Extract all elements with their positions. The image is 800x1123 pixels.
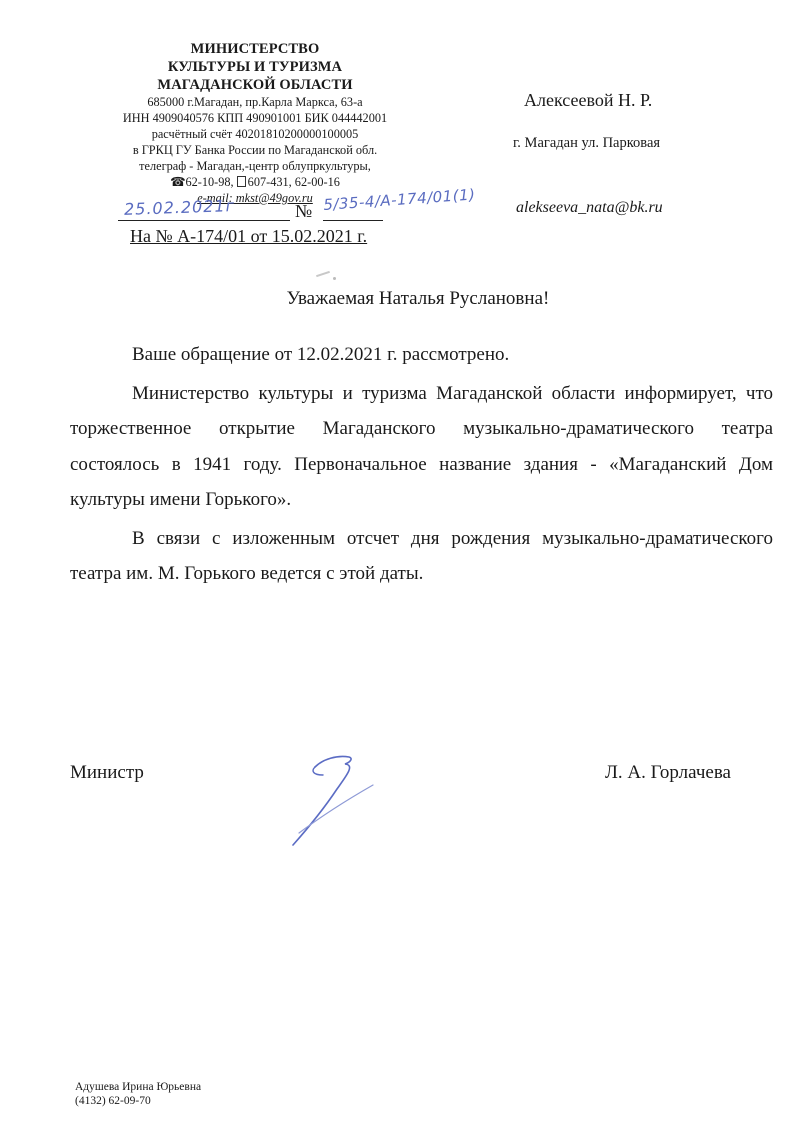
handwritten-signature: [275, 745, 385, 850]
letterhead-bank: в ГРКЦ ГУ Банка России по Магаданской обл.: [132, 143, 378, 157]
scan-artifact-dot: [333, 277, 336, 280]
registration-number-underline: [323, 220, 383, 221]
letterhead-title-line: МАГАДАНСКОЙ ОБЛАСТИ: [157, 77, 353, 93]
letter-body: [70, 337, 773, 595]
letterhead-tax-ids: ИНН 4909040576 КПП 490901001 БИК 044442001: [122, 111, 388, 125]
letterhead-account: расчётный счёт 40201810200000100005: [151, 127, 359, 141]
letterhead-email[interactable]: e-mail: mkst@49gov.ru: [197, 191, 313, 205]
executor-name: Адушева Ирина Юрьевна: [75, 1081, 202, 1093]
addressee-email[interactable]: alekseeva_nata@bk.ru: [516, 199, 663, 216]
signature-stroke: [313, 767, 323, 775]
letterhead-telegraph: телеграф - Магадан,-центр облупркультуры,: [139, 159, 371, 173]
letterhead-title-line: МИНИСТЕРСТВО: [190, 41, 320, 57]
scan-artifact-mark: [316, 271, 330, 277]
reply-reference: На № А-174/01 от 15.02.2021 г.: [130, 226, 368, 246]
body-paragraph: В связи с изложенным отсчет дня рождения музыкально-драматического театра им. М. Горького ведется с этой даты.: [70, 527, 773, 584]
body-paragraph: Министерство культуры и туризма Магаданской области информирует, что торжественное открытие Магаданского музыкально-драматического театра состоялось в 1941 году. Первоначальное название здания - «Магаданский Дом культуры имени Горького».: [70, 382, 773, 510]
body-paragraph: Ваше обращение от 12.02.2021 г. рассмотрено.: [132, 344, 510, 365]
registration-date-handwritten: 25.02.2021г: [123, 196, 236, 219]
executor-phone: (4132) 62-09-70: [75, 1095, 151, 1107]
letterhead-title-line: КУЛЬТУРЫ И ТУРИЗМА: [167, 59, 343, 75]
letterhead-phones: 62-10-98,: [185, 175, 234, 189]
signatory-name: Л. А. Горлачева: [605, 762, 731, 783]
letterhead-fax: 607-431, 62-00-16: [247, 175, 340, 189]
signatory-title: Министр: [70, 762, 144, 783]
letterhead: [100, 40, 410, 206]
addressee-name: Алексеевой Н. Р.: [524, 90, 653, 110]
registration-number-label: №: [295, 201, 313, 221]
registration-row: [118, 185, 498, 224]
fax-icon: [237, 176, 246, 187]
letterhead-address: 685000 г.Магадан, пр.Карла Маркса, 63-а: [147, 95, 363, 109]
addressee-address: г. Магадан ул. Парковая: [513, 135, 661, 151]
executor-info: [75, 1080, 201, 1108]
registration-date-underline: [118, 220, 290, 221]
letterhead-contacts: [100, 174, 410, 190]
registration-number-handwritten: 5/35-4/А-174/01(1): [322, 185, 477, 214]
salutation: Уважаемая Наталья Руслановна!: [286, 288, 550, 309]
phone-icon: ☎: [170, 175, 186, 189]
